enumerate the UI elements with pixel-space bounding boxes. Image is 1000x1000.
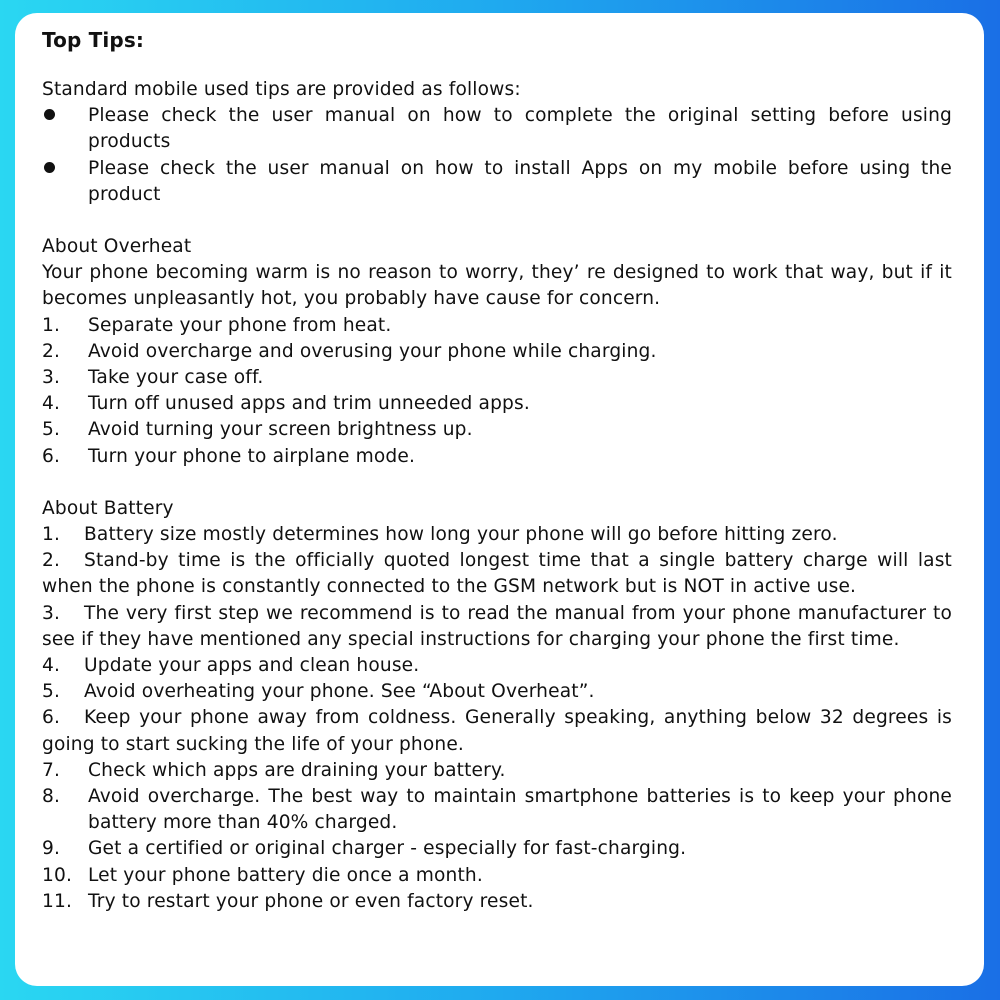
item-text: Avoid overcharge and overusing your phone while charging. <box>88 340 657 362</box>
list-item <box>42 758 952 784</box>
item-number: 1. <box>42 314 61 336</box>
item-text: The very first step we recommend is to read the manual from your phone manufacturer to see if they have mentioned any special instructions for charging your phone the first time. <box>42 602 952 650</box>
item-text: Turn your phone to airplane mode. <box>88 445 416 467</box>
list-item <box>42 417 952 443</box>
item-number: 10. <box>42 864 73 886</box>
bullet-text: Please check the user manual on how to install Apps on my mobile before using the product <box>88 157 952 205</box>
list-item <box>42 339 952 365</box>
battery-heading: About Battery <box>42 497 174 519</box>
item-text: Separate your phone from heat. <box>88 314 392 336</box>
list-item <box>42 836 952 862</box>
item-number: 3. <box>42 602 61 624</box>
list-item <box>42 365 952 391</box>
item-text: Battery size mostly determines how long your phone will go before hitting zero. <box>84 524 838 546</box>
bullet-icon <box>44 162 55 173</box>
tips-card <box>15 13 984 986</box>
bullet-text: Please check the user manual on how to complete the original setting before using products <box>88 105 952 153</box>
item-number: 9. <box>42 838 61 860</box>
list-item <box>42 103 952 155</box>
item-text: Keep your phone away from coldness. Generally speaking, anything below 32 degrees is going to start sucking the life of your phone. <box>42 707 952 755</box>
list-item <box>42 653 952 679</box>
item-text: Avoid turning your screen brightness up. <box>88 419 473 441</box>
intro-bullet-list <box>42 103 952 208</box>
item-number: 1. <box>42 524 61 546</box>
item-number: 8. <box>42 786 61 808</box>
list-item <box>42 548 952 600</box>
list-item <box>42 522 952 548</box>
list-item <box>42 156 952 208</box>
list-item <box>42 313 952 339</box>
overheat-text: Your phone becoming warm is no reason to worry, they’ re designed to work that way, but if it becomes unpleasantly hot, you probably have cause for concern. <box>42 262 952 310</box>
tips-content <box>42 27 952 915</box>
list-item <box>42 679 952 705</box>
item-number: 3. <box>42 367 61 389</box>
item-text: Try to restart your phone or even factory reset. <box>88 890 534 912</box>
item-number: 11. <box>42 890 73 912</box>
item-text: Get a certified or original charger - especially for fast-charging. <box>88 838 687 860</box>
item-text: Avoid overheating your phone. See “About Overheat”. <box>84 681 595 703</box>
list-item <box>42 889 952 915</box>
bullet-icon <box>44 109 55 120</box>
battery-list <box>42 522 952 915</box>
item-text: Let your phone battery die once a month. <box>88 864 483 886</box>
item-number: 5. <box>42 681 61 703</box>
list-item <box>42 391 952 417</box>
item-number: 2. <box>42 550 61 572</box>
intro-heading: Standard mobile used tips are provided as follows: <box>42 79 521 100</box>
list-item <box>42 705 952 757</box>
item-number: 4. <box>42 655 61 677</box>
item-text: Avoid overcharge. The best way to maintain smartphone batteries is to keep your phone battery more than 40% charged. <box>88 786 952 834</box>
item-text: Take your case off. <box>88 367 264 389</box>
item-number: 7. <box>42 759 61 781</box>
item-number: 4. <box>42 393 61 415</box>
item-number: 6. <box>42 445 61 467</box>
list-item <box>42 863 952 889</box>
list-item <box>42 784 952 836</box>
overheat-list <box>42 313 952 470</box>
item-text: Update your apps and clean house. <box>84 655 420 677</box>
item-text: Check which apps are draining your battery. <box>88 759 506 781</box>
item-number: 2. <box>42 340 61 362</box>
overheat-heading: About Overheat <box>42 236 192 258</box>
list-item <box>42 444 952 470</box>
item-text: Stand-by time is the officially quoted longest time that a single battery charge will last when the phone is constantly connected to the GSM network but is NOT in active use. <box>42 550 952 598</box>
item-number: 6. <box>42 707 61 729</box>
list-item <box>42 601 952 653</box>
item-text: Turn off unused apps and trim unneeded apps. <box>88 393 530 415</box>
item-number: 5. <box>42 419 61 441</box>
page-title: Top Tips: <box>42 28 145 52</box>
